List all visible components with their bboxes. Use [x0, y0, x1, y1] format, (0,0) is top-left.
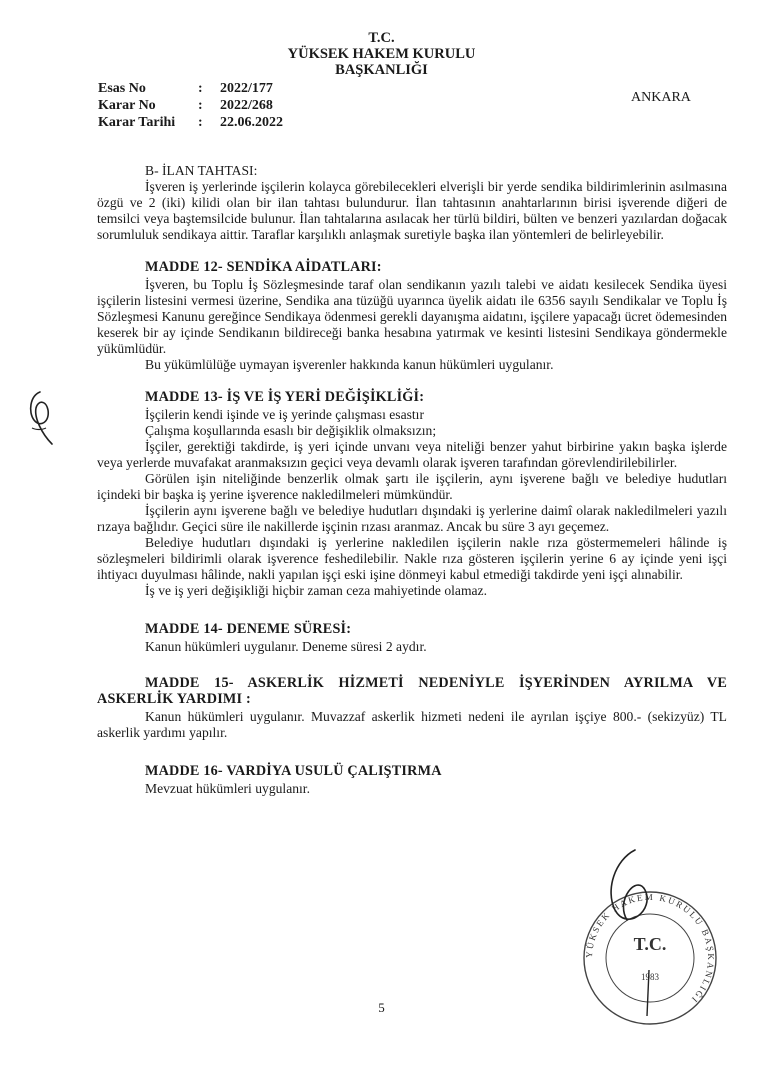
meta-row-esas — [98, 80, 283, 97]
ilan-title: B- İLAN TAHTASI: — [145, 163, 258, 178]
seal-ring-text: YÜKSEK HAKEM KURULU BAŞKANLIĞI — [583, 891, 717, 1006]
meta-colon: : — [198, 81, 203, 96]
madde-12-title: MADDE 12- SENDİKA AİDATLARI: — [145, 259, 382, 275]
madde-14-title: MADDE 14- DENEME SÜRESİ: — [145, 621, 352, 637]
meta-row-karar-tarihi — [98, 114, 283, 131]
document-header — [0, 30, 763, 78]
meta-label: Karar No — [98, 98, 156, 113]
meta-colon: : — [198, 115, 203, 130]
madde-14-paragraph: Kanun hükümleri uygulanır. Deneme süresi 2 aydır. — [145, 639, 427, 654]
page-number: 5 — [378, 1000, 385, 1015]
header-line-2: YÜKSEK HAKEM KURULU — [287, 46, 476, 62]
madde-13-paragraph-7: İş ve iş yeri değişikliği hiçbir zaman ceza mahiyetinde olamaz. — [145, 583, 487, 598]
madde-13-paragraph-6: Belediye hudutları dışındaki iş yerlerine nakledilen işçilerin nakle rıza göstermemeleri hâlinde iş sözleşmeleri bildirimli olarak işverence feshedilebilir. Nakle rıza gösteren işçilerin yerine 6 ay içinde yeni işçi ihtiyacı duyulması hâlinde, nakli yapılan işçi eski işine dönmeyi kabul etmediği takdirde yeni işçi alınabilir. — [97, 535, 727, 582]
handwritten-initial — [22, 388, 58, 448]
madde-13-line-2: Çalışma koşullarında esaslı bir değişiklik olmaksızın; — [145, 423, 437, 438]
header-line-1: T.C. — [368, 30, 395, 46]
ilan-paragraph: İşveren iş yerlerinde işçilerin kolayca görebilecekleri elverişli bir yerde sendika bildirimlerinin asılmasına özgü ve 2 (iki) kilidi olan bir ilan tahtası bulundurur. İlan tahtasının anahtarlarının birisi işverende diğeri de temsilci veya baştemsilcide bulunur. İlan tahtalarına asılacak her türlü bildiri, bülten ve benzeri yazılardan doğacak sorumluluk sendikaya aittir. Taraflar karşılıklı anlaşmak suretiyle başka ilan yöntemleri de belirleyebilir. — [97, 179, 727, 242]
madde-13-paragraph-3: İşçiler, gerektiği takdirde, iş yeri içinde unvanı veya niteliği benzer yahut birbirine yakın başka işlerde veya yerlerde muvafakat aranmaksızın geçici veya devamlı olarak işveren tarafından görevlendirilebilirler. — [97, 439, 727, 470]
madde-13-paragraph-5: İşçilerin aynı işverene bağlı ve belediye hudutları dışındaki iş yerlerine daimî olarak nakledilmeleri yazılı rızaya bağlıdır. Geçici süre ile nakillerde işçinin rızası aranmaz. Ancak bu süre 3 ayı geçemez. — [97, 503, 727, 534]
meta-value: 22.06.2022 — [220, 115, 283, 130]
document-body — [97, 163, 727, 797]
madde-13-line-1: İşçilerin kendi işinde ve iş yerinde çalışması esastır — [145, 407, 424, 422]
seal-center-text: T.C. — [633, 934, 667, 954]
madde-13-paragraph-4: Görülen işin niteliğinde benzerlik olmak şartı ile işçilerin, aynı işverene bağlı ve belediye hudutları içindeki bir başka iş yerine işverence nakledilmeleri mümkündür. — [97, 471, 727, 502]
city-label: ANKARA — [631, 90, 691, 105]
madde-13-title: MADDE 13- İŞ VE İŞ YERİ DEĞİŞİKLİĞİ: — [145, 389, 425, 405]
meta-value: 2022/177 — [220, 81, 273, 96]
header-line-3: BAŞKANLIĞI — [335, 62, 428, 78]
madde-16-paragraph: Mevzuat hükümleri uygulanır. — [145, 781, 310, 796]
case-meta — [98, 80, 283, 131]
madde-15-paragraph: Kanun hükümleri uygulanır. Muvazzaf askerlik hizmeti nedeni ile ayrılan işçiye 800.- (sekizyüz) TL askerlik yardımı yapılır. — [97, 709, 727, 740]
meta-value: 2022/268 — [220, 98, 273, 113]
meta-row-karar — [98, 97, 283, 114]
madde-16-title: MADDE 16- VARDİYA USULÜ ÇALIŞTIRMA — [145, 763, 442, 779]
madde-12-paragraph-2: Bu yükümlülüğe uymayan işverenler hakkında kanun hükümleri uygulanır. — [145, 357, 554, 372]
madde-15-title: MADDE 15- ASKERLİK HİZMETİ NEDENİYLE İŞYERİNDEN AYRILMA VE ASKERLİK YARDIMI : — [97, 675, 727, 707]
madde-12-paragraph-1: İşveren, bu Toplu İş Sözleşmesinde taraf olan sendikanın yazılı talebi ve aidatı kesilecek Sendika üyesi işçilerin listesini vermesi üzerine, Sendika ana tüzüğü uyarınca üyelik aidatı ile 6356 sayılı Sendikalar ve Toplu İş Sözleşmesi Kanunu gereğince Sendikaya ödenmesi gerekli dayanışma aidatını, işçilere yapacağı ücret ödemesinden keserek bir ay içinde Sendikanın bildireceği banka hesabına yatırmak ve kesinti listesini Sendikaya göndermekle yükümlüdür. — [97, 277, 727, 356]
seal-year-text: 1983 — [641, 972, 659, 982]
meta-label: Karar Tarihi — [98, 115, 176, 130]
meta-label: Esas No — [98, 81, 146, 96]
meta-colon: : — [198, 98, 203, 113]
